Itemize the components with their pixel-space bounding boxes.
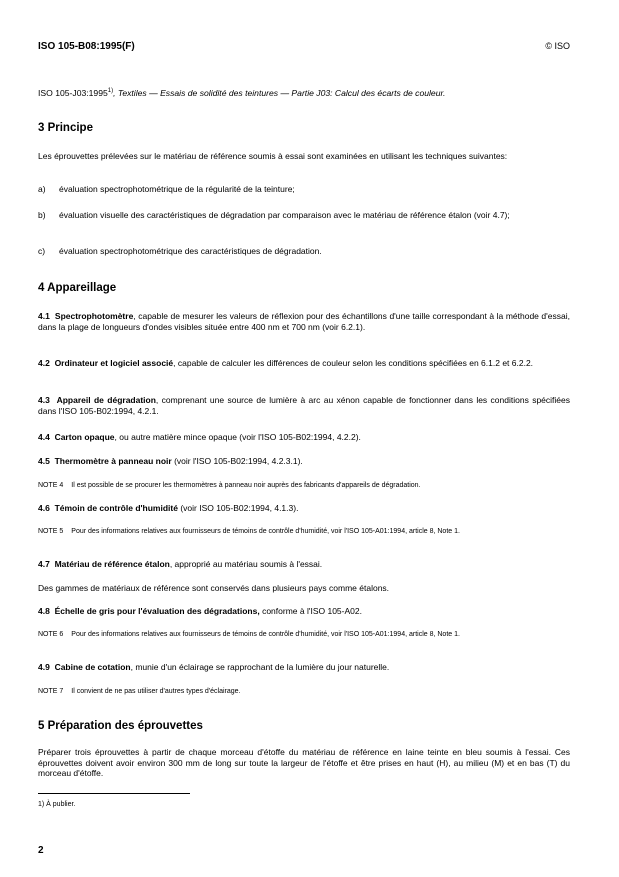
footnote: 1) À publier. — [38, 801, 76, 808]
copyright-notice: © ISO — [545, 41, 570, 51]
clause-4-3 — [38, 395, 570, 416]
list-marker: a) — [38, 184, 46, 194]
note-7 — [38, 687, 570, 696]
section-3-intro: Les éprouvettes prélevées sur le matériau de référence soumis à essai sont examinées en utilisant les techniques suivantes: — [38, 151, 508, 161]
clause-4-1 — [38, 311, 570, 332]
note-5 — [38, 527, 570, 536]
clause-number: 4.8 — [38, 606, 50, 616]
note-text: Pour des informations relatives aux fournisseurs de témoins de contrôle d'humidité, voir l'ISO 105-A01:1994, article 8, Note 1. — [71, 631, 460, 638]
clause-term: Thermomètre à panneau noir — [54, 456, 172, 466]
clause-term: Échelle de gris pour l'évaluation des dégradations, — [54, 606, 260, 616]
footnote-marker: 1) — [107, 88, 114, 95]
reference-title: , Textiles — Essais de solidité des teintures — Partie J03: Calcul des écarts de couleur. — [113, 88, 446, 98]
clause-text: , ou autre matière mince opaque (voir l'ISO 105-B02:1994, 4.2.2). — [114, 432, 361, 442]
clause-term: Carton opaque — [54, 432, 115, 442]
note-text: Il est possible de se procurer les thermomètres à panneau noir auprès des fabricants d'appareils de dégradation. — [71, 482, 421, 489]
list-marker: b) — [38, 210, 46, 220]
clause-number: 4.3 — [38, 395, 50, 405]
clause-term: Appareil de dégradation — [56, 395, 156, 405]
clause-4-6 — [38, 503, 570, 514]
note-4 — [38, 481, 570, 490]
section-4-heading: 4 Appareillage — [38, 282, 117, 294]
page-number: 2 — [38, 845, 44, 856]
clause-4-7-paragraph: Des gammes de matériaux de référence sont conservés dans plusieurs pays comme étalons. — [38, 583, 390, 593]
clause-number: 4.4 — [38, 432, 50, 442]
list-marker: c) — [38, 246, 46, 256]
clause-number: 4.2 — [38, 358, 50, 368]
clause-text: , munie d'un éclairage se rapprochant de la lumière du jour naturelle. — [130, 662, 390, 672]
clause-term: Cabine de cotation — [54, 662, 131, 672]
clause-4-4 — [38, 432, 570, 443]
clause-number: 4.1 — [38, 311, 50, 321]
note-label: NOTE 4 — [38, 482, 64, 489]
clause-term: Témoin de contrôle d'humidité — [54, 503, 178, 513]
list-item — [38, 184, 570, 195]
note-6 — [38, 630, 570, 639]
clause-4-5 — [38, 456, 570, 467]
list-item — [38, 246, 570, 257]
clause-text: (voir l'ISO 105-B02:1994, 4.2.3.1). — [171, 456, 303, 466]
note-text: Pour des informations relatives aux fournisseurs de témoins de contrôle d'humidité, voir l'ISO 105-A01:1994, article 8, Note 1. — [71, 528, 460, 535]
clause-4-9 — [38, 662, 570, 673]
section-3-heading: 3 Principe — [38, 122, 93, 134]
clause-text: , capable de mesurer les valeurs de réflexion pour des échantillons d'une taille correspondant à la méthode d'essai, dans la plage de longueurs d'ondes visibles située entre 400 nm et 700 nm (voir 6.2.1). — [38, 311, 570, 332]
clause-text: , comprenant une source de lumière à arc au xénon capable de fonctionner dans les conditions spécifiées dans l'ISO 105-B02:1994, 4.2.1. — [38, 395, 571, 416]
reference-code: ISO 105-J03:1995 — [38, 88, 108, 98]
note-text: Il convient de ne pas utiliser d'autres types d'éclairage. — [71, 688, 241, 695]
clause-number: 4.5 — [38, 456, 50, 466]
clause-term: Spectrophotomètre — [54, 311, 134, 321]
section-5-paragraph: Préparer trois éprouvettes à partir de chaque morceau d'étoffe du matériau de référence en laine teinte en bleu soumis à l'essai. Ces éprouvettes doivent avoir environ 300 mm de long sur toute la largeur de l'étoffe et être prises en haut (H), au milieu (M) et en bas (T) du morceau d'étoffe. — [38, 747, 570, 779]
list-text: évaluation spectrophotométrique des caractéristiques de dégradation. — [59, 246, 322, 256]
clause-4-2 — [38, 358, 570, 369]
clause-4-7 — [38, 559, 570, 570]
section-5-heading: 5 Préparation des éprouvettes — [38, 720, 203, 732]
clause-text: (voir ISO 105-B02:1994, 4.1.3). — [177, 503, 299, 513]
clause-text: , capable de calculer les différences de couleur selon les conditions spécifiées en 6.1.2 et 6.2.2. — [173, 358, 534, 368]
document-id: ISO 105-B08:1995(F) — [38, 41, 135, 52]
reference-entry — [38, 88, 583, 98]
clause-number: 4.6 — [38, 503, 50, 513]
list-text: évaluation visuelle des caractéristiques de dégradation par comparaison avec le matériau de référence étalon (voir 4.7); — [59, 210, 510, 220]
clause-text: , approprié au matériau soumis à l'essai. — [169, 559, 323, 569]
clause-4-8 — [38, 606, 570, 617]
clause-number: 4.7 — [38, 559, 50, 569]
clause-number: 4.9 — [38, 662, 50, 672]
clause-term: Ordinateur et logiciel associé — [54, 358, 174, 368]
clause-term: Matériau de référence étalon — [54, 559, 170, 569]
note-label: NOTE 6 — [38, 631, 64, 638]
list-item — [38, 210, 570, 221]
note-label: NOTE 5 — [38, 528, 64, 535]
note-label: NOTE 7 — [38, 688, 64, 695]
clause-text: conforme à l'ISO 105-A02. — [259, 606, 362, 616]
list-text: évaluation spectrophotométrique de la régularité de la teinture; — [59, 184, 295, 194]
footnote-separator — [38, 793, 190, 794]
